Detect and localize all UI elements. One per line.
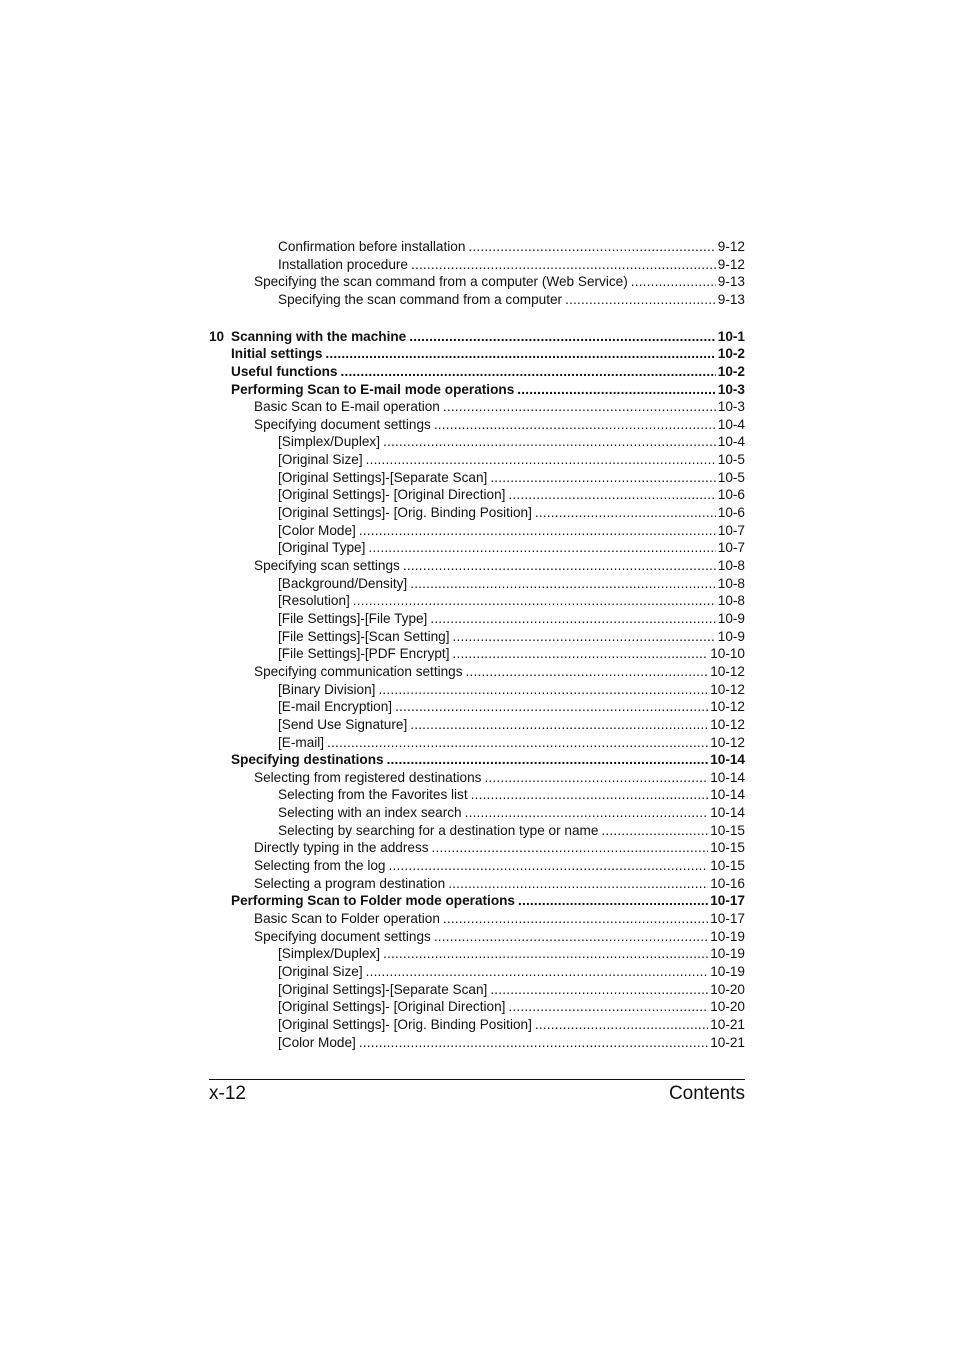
toc-entry-title: Confirmation before installation xyxy=(278,239,466,254)
toc-entry-title: Specifying destinations xyxy=(231,752,384,767)
toc-entry xyxy=(209,610,745,628)
toc-entry xyxy=(209,363,745,381)
toc-entry xyxy=(209,645,745,663)
toc-leader-dots xyxy=(359,1034,708,1052)
toc-leader-dots xyxy=(508,998,708,1016)
toc-entry-page: 10-15 xyxy=(710,858,745,873)
toc-entry-page: 10-12 xyxy=(710,664,745,679)
toc-entry-page: 10-16 xyxy=(710,876,745,891)
toc-entry xyxy=(209,769,745,787)
toc-leader-dots xyxy=(471,786,709,804)
toc-leader-dots xyxy=(490,469,715,487)
toc-entry-page: 10-1 xyxy=(717,329,745,344)
toc-leader-dots xyxy=(468,238,715,256)
toc-leader-dots xyxy=(366,963,709,981)
toc-entry-title: [Binary Division] xyxy=(278,682,376,697)
toc-entry xyxy=(209,928,745,946)
toc-entry xyxy=(209,469,745,487)
toc-leader-dots xyxy=(434,416,716,434)
toc-leader-dots xyxy=(353,592,716,610)
toc-entry-title: Basic Scan to E-mail operation xyxy=(254,399,440,414)
toc-entry xyxy=(209,963,745,981)
toc-leader-dots xyxy=(517,381,716,399)
toc-leader-dots xyxy=(601,822,708,840)
toc-entry-page: 10-3 xyxy=(717,382,745,397)
toc-entry xyxy=(209,398,745,416)
toc-leader-dots xyxy=(565,291,716,309)
toc-entry xyxy=(209,433,745,451)
toc-leader-dots xyxy=(387,751,709,769)
toc-entry xyxy=(209,875,745,893)
toc-leader-dots xyxy=(359,522,716,540)
toc-entry-page: 10-17 xyxy=(710,911,745,926)
toc-entry-title: Useful functions xyxy=(231,364,338,379)
toc-entry-title: [Original Size] xyxy=(278,964,363,979)
toc-entry-title: [Original Settings]- [Original Direction] xyxy=(278,487,506,502)
toc-entry-page: 10-12 xyxy=(710,682,745,697)
toc-entry xyxy=(209,416,745,434)
toc-leader-dots xyxy=(453,628,716,646)
toc-entry-page: 10-20 xyxy=(710,982,745,997)
toc-entry-title: Specifying document settings xyxy=(254,929,431,944)
toc-entry-page: 10-19 xyxy=(710,929,745,944)
toc-entry xyxy=(209,273,745,291)
toc-entry-page: 10-8 xyxy=(717,593,745,608)
toc-chapter-number: 10 xyxy=(209,329,225,344)
toc-entry-title: [Original Settings]-[Separate Scan] xyxy=(278,470,488,485)
toc-entry-page: 10-4 xyxy=(717,417,745,432)
toc-entry xyxy=(209,451,745,469)
toc-entry-page: 10-12 xyxy=(710,717,745,732)
toc-entry-page: 10-12 xyxy=(710,735,745,750)
toc-entry-title: [Resolution] xyxy=(278,593,350,608)
toc-entry xyxy=(209,1016,745,1034)
toc-entry-page: 9-13 xyxy=(717,274,745,289)
toc-entry xyxy=(209,381,745,399)
toc-entry-title: Scanning with the machine xyxy=(231,329,407,344)
toc-entry-page: 10-4 xyxy=(717,434,745,449)
toc-entry-title: Installation procedure xyxy=(278,257,408,272)
toc-entry-page: 10-21 xyxy=(710,1017,745,1032)
toc-leader-dots xyxy=(368,539,715,557)
toc-entry-page: 10-9 xyxy=(717,611,745,626)
toc-leader-dots xyxy=(383,945,708,963)
toc-leader-dots xyxy=(452,645,708,663)
toc-entry-title: [File Settings]-[PDF Encrypt] xyxy=(278,646,450,661)
toc-entry-page: 10-17 xyxy=(710,893,745,908)
toc-entry-title: [Original Size] xyxy=(278,452,363,467)
toc-leader-dots xyxy=(466,663,709,681)
toc-leader-dots xyxy=(388,857,708,875)
toc-leader-dots xyxy=(366,451,716,469)
toc-entry-title: Selecting from the log xyxy=(254,858,386,873)
toc-leader-dots xyxy=(409,328,716,346)
toc-entry xyxy=(209,539,745,557)
toc-entry-page: 9-12 xyxy=(717,239,745,254)
toc-entry-title: Specifying the scan command from a computer (Web Service) xyxy=(254,274,628,289)
toc-entry-title: Selecting a program destination xyxy=(254,876,446,891)
toc-leader-dots xyxy=(484,769,708,787)
toc-entry-title: [Simplex/Duplex] xyxy=(278,946,380,961)
toc-entry xyxy=(209,981,745,999)
toc-entry-title: [File Settings]-[File Type] xyxy=(278,611,428,626)
toc-entry xyxy=(209,628,745,646)
toc-leader-dots xyxy=(410,575,716,593)
toc-entry-title: Specifying scan settings xyxy=(254,558,400,573)
toc-entry-title: [E-mail] xyxy=(278,735,325,750)
toc-entry xyxy=(209,892,745,910)
toc-entry xyxy=(209,328,745,346)
toc-entry xyxy=(209,681,745,699)
toc-entry-page: 10-2 xyxy=(717,364,745,379)
toc-entry xyxy=(209,751,745,769)
toc-leader-dots xyxy=(410,716,708,734)
toc-leader-dots xyxy=(518,892,708,910)
toc-entry xyxy=(209,575,745,593)
toc-entry-page: 10-14 xyxy=(710,752,745,767)
toc-entry-page: 10-7 xyxy=(717,540,745,555)
toc-entry-page: 10-12 xyxy=(710,699,745,714)
toc-entry-page: 10-19 xyxy=(710,946,745,961)
toc-leader-dots xyxy=(325,345,715,363)
toc-entry-page: 10-14 xyxy=(710,805,745,820)
footer-rule xyxy=(209,1079,745,1080)
toc-leader-dots xyxy=(443,910,708,928)
toc-leader-dots xyxy=(430,610,715,628)
toc-entry-title: Specifying communication settings xyxy=(254,664,463,679)
toc-entry-title: Performing Scan to E-mail mode operations xyxy=(231,382,515,397)
toc-entry-title: [Send Use Signature] xyxy=(278,717,408,732)
toc-entry xyxy=(209,291,745,309)
toc-leader-dots xyxy=(535,504,716,522)
toc-entry-page: 10-6 xyxy=(717,487,745,502)
toc-entry xyxy=(209,557,745,575)
toc-entry-title: [Color Mode] xyxy=(278,1035,356,1050)
toc-leader-dots xyxy=(434,928,708,946)
toc-entry-title: [Background/Density] xyxy=(278,576,408,591)
toc-entry-page: 10-7 xyxy=(717,523,745,538)
toc-entry-title: [Original Settings]- [Orig. Binding Position] xyxy=(278,505,532,520)
toc-entry-title: [Original Settings]- [Original Direction] xyxy=(278,999,506,1014)
toc-entry xyxy=(209,256,745,274)
toc-entry xyxy=(209,698,745,716)
toc-entry-title: [Color Mode] xyxy=(278,523,356,538)
toc-entry-page: 10-9 xyxy=(717,629,745,644)
toc-leader-dots xyxy=(443,398,716,416)
toc-entry xyxy=(209,345,745,363)
toc-entry-title: Basic Scan to Folder operation xyxy=(254,911,440,926)
toc-entry-title: [Original Type] xyxy=(278,540,366,555)
toc-entry-title: Performing Scan to Folder mode operations xyxy=(231,893,515,908)
toc-entry-page: 10-20 xyxy=(710,999,745,1014)
toc-entry-page: 10-5 xyxy=(717,470,745,485)
toc-entry xyxy=(209,486,745,504)
toc-leader-dots xyxy=(411,256,716,274)
toc-entry-page: 10-21 xyxy=(710,1035,745,1050)
toc-entry-title: Selecting with an index search xyxy=(278,805,462,820)
footer-section-title: Contents xyxy=(668,1083,745,1104)
toc-entry-title: [E-mail Encryption] xyxy=(278,699,393,714)
toc-entry xyxy=(209,857,745,875)
toc-entry-title: Directly typing in the address xyxy=(254,840,429,855)
toc-entry-page: 10-19 xyxy=(710,964,745,979)
toc-entry-title: Selecting from the Favorites list xyxy=(278,787,468,802)
toc-entry xyxy=(209,998,745,1016)
toc-entry-page: 10-15 xyxy=(710,840,745,855)
toc-leader-dots xyxy=(395,698,708,716)
toc-leader-dots xyxy=(490,981,708,999)
toc-entry-page: 10-15 xyxy=(710,823,745,838)
toc-entry xyxy=(209,1034,745,1052)
toc-entry-title: [Original Settings]- [Orig. Binding Position] xyxy=(278,1017,532,1032)
toc-entry xyxy=(209,592,745,610)
toc-entry-title: Specifying document settings xyxy=(254,417,431,432)
toc-entry xyxy=(209,663,745,681)
toc-leader-dots xyxy=(508,486,715,504)
toc-leader-dots xyxy=(383,433,716,451)
toc-entry xyxy=(209,238,745,256)
toc-leader-dots xyxy=(378,681,708,699)
toc-entry xyxy=(209,839,745,857)
toc-entry-page: 10-10 xyxy=(710,646,745,661)
toc-entry xyxy=(209,504,745,522)
toc-entry xyxy=(209,804,745,822)
toc-entry-page: 10-8 xyxy=(717,576,745,591)
toc-entry-page: 10-14 xyxy=(710,770,745,785)
toc-leader-dots xyxy=(403,557,716,575)
toc-entry-page: 9-12 xyxy=(717,257,745,272)
toc-entry-page: 10-3 xyxy=(717,399,745,414)
toc-entry-title: Selecting from registered destinations xyxy=(254,770,482,785)
toc-entry xyxy=(209,522,745,540)
toc-entry-page: 10-14 xyxy=(710,787,745,802)
toc-entry xyxy=(209,716,745,734)
toc-entry-page: 10-2 xyxy=(717,346,745,361)
toc-leader-dots xyxy=(448,875,708,893)
toc-entry-page: 10-5 xyxy=(717,452,745,467)
toc-entry-title: [Simplex/Duplex] xyxy=(278,434,380,449)
toc-entry-page: 10-6 xyxy=(717,505,745,520)
toc-entry-page: 9-13 xyxy=(717,292,745,307)
toc-entry xyxy=(209,945,745,963)
toc-leader-dots xyxy=(631,273,716,291)
toc-entry-title: Selecting by searching for a destination type or name xyxy=(278,823,599,838)
toc-entry-page: 10-8 xyxy=(717,558,745,573)
toc-entry xyxy=(209,822,745,840)
footer-page-number: x-12 xyxy=(209,1083,246,1104)
toc-leader-dots xyxy=(535,1016,708,1034)
toc-leader-dots xyxy=(465,804,709,822)
toc-leader-dots xyxy=(341,363,716,381)
toc-entry xyxy=(209,910,745,928)
toc-entry-title: Specifying the scan command from a computer xyxy=(278,292,563,307)
toc-entry-title: [File Settings]-[Scan Setting] xyxy=(278,629,450,644)
toc-entry-title: Initial settings xyxy=(231,346,323,361)
toc-leader-dots xyxy=(432,839,709,857)
toc-leader-dots xyxy=(327,734,708,752)
toc-entry xyxy=(209,734,745,752)
toc-entry-title: [Original Settings]-[Separate Scan] xyxy=(278,982,488,997)
toc-entry xyxy=(209,786,745,804)
